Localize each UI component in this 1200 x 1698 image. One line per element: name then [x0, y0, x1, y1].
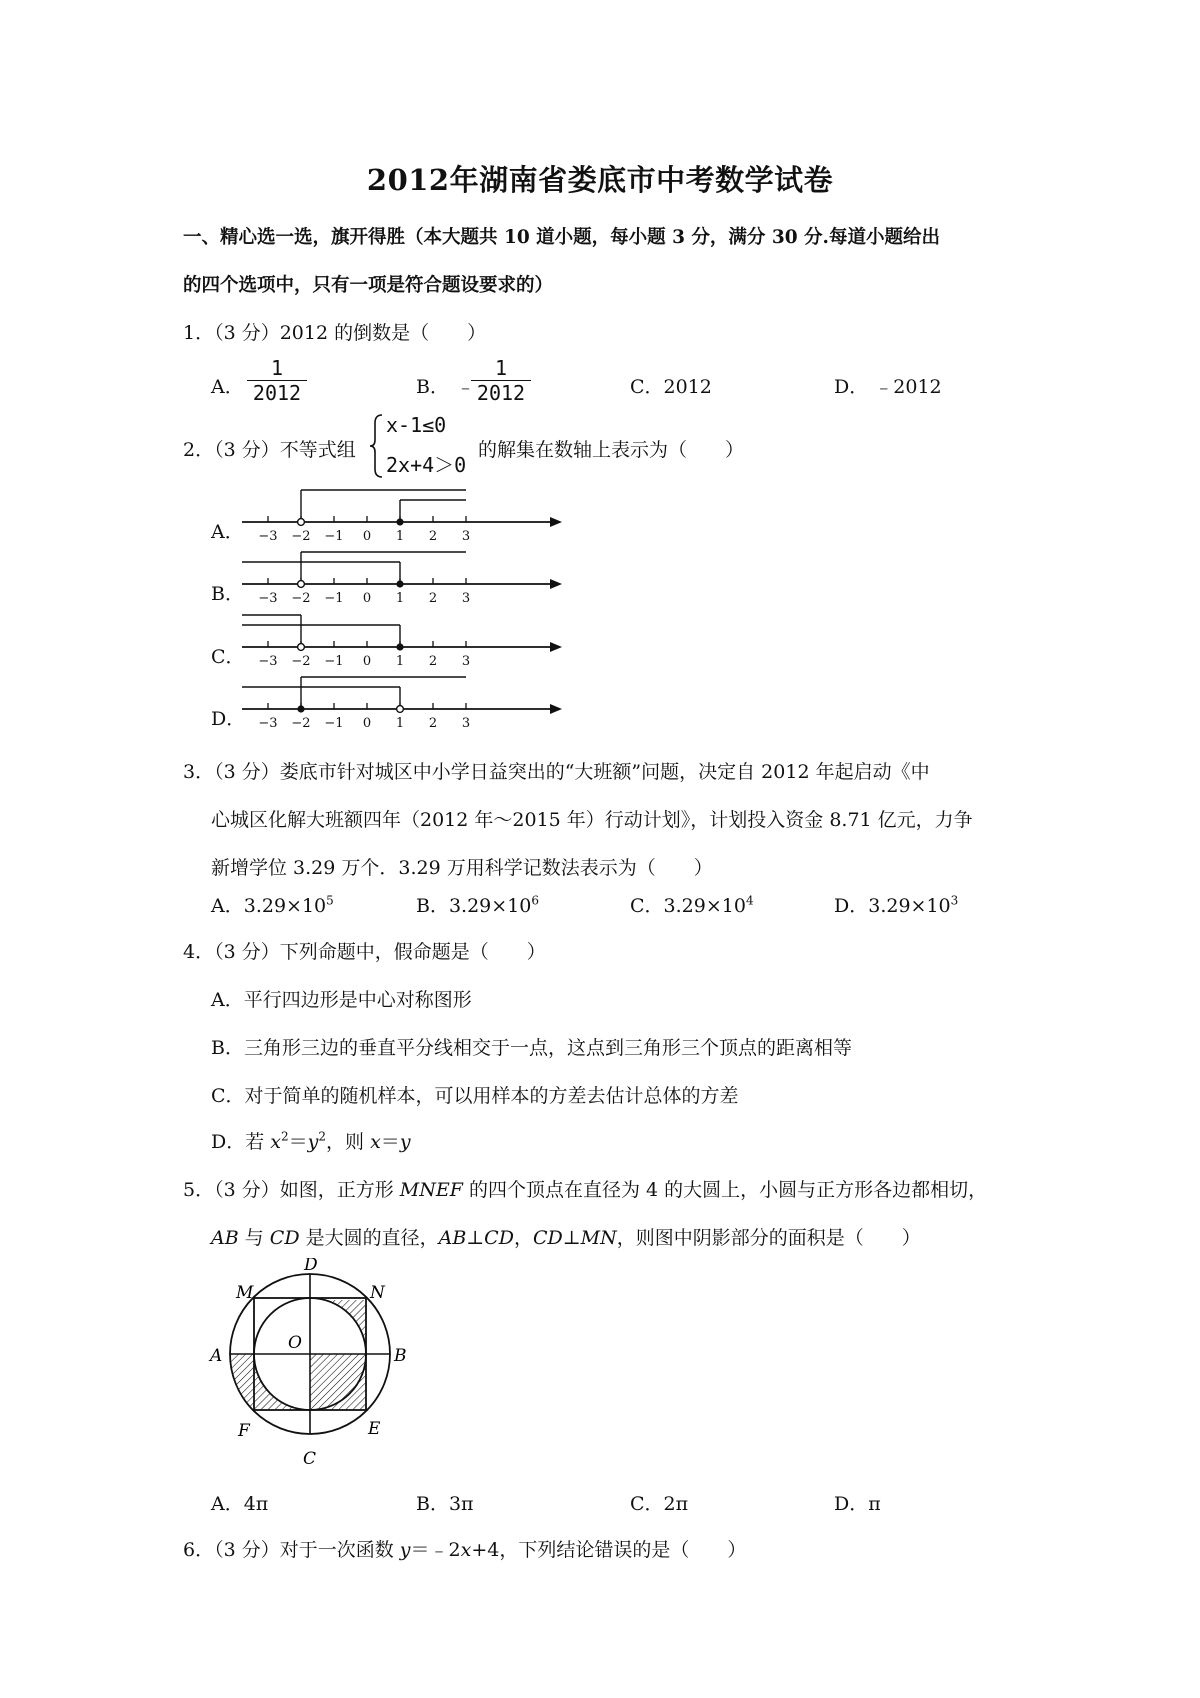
tick-label: 2 — [428, 654, 438, 667]
open-endpoint — [298, 581, 305, 588]
number-line-c — [240, 603, 570, 667]
tick-label: −3 — [258, 654, 278, 667]
q1-option-a-fraction — [247, 357, 307, 404]
system-brace — [368, 413, 384, 479]
tick-label: −3 — [258, 716, 278, 729]
tick-label: −2 — [291, 716, 311, 729]
q3-option-b: B．$3.29\times 10^6$ — [416, 893, 540, 917]
q2-inequality-1: x-1≤0 — [386, 413, 447, 437]
tick-label: 0 — [362, 654, 372, 667]
q2-stem-suffix: 的解集在数轴上表示为（ ） — [478, 439, 745, 461]
tick-label: −2 — [291, 591, 311, 604]
tick-label: −1 — [324, 529, 344, 542]
tick-label: 3 — [461, 591, 471, 604]
open-endpoint — [298, 644, 305, 651]
tick-label: 2 — [428, 529, 438, 542]
q1-option-a-label: A． — [211, 376, 244, 398]
tick-label: −1 — [324, 591, 344, 604]
q4-option-b: B．三角形三边的垂直平分线相交于一点，这点到三角形三个顶点的距离相等 — [211, 1037, 852, 1059]
number-line-d — [240, 665, 570, 729]
number-line-arrow — [550, 704, 562, 714]
fraction-numerator: 1 — [270, 356, 284, 380]
closed-endpoint — [396, 580, 403, 587]
q2-option-c-label: C． — [211, 646, 245, 668]
open-endpoint — [397, 706, 404, 713]
q4-stem: 4．（3 分）下列命题中，假命题是（ ） — [183, 941, 546, 963]
q2-stem-prefix: 2．（3 分）不等式组 — [183, 439, 356, 461]
label-b: B — [394, 1346, 407, 1366]
section-header-line1: 一、精心选一选，旗开得胜（本大题共 10 道小题，每小题 3 分，满分 30 分.每道小题给出 — [183, 227, 940, 248]
label-e: E — [368, 1419, 381, 1439]
circle-square-figure — [200, 1258, 420, 1473]
q1-option-c: C．2012 — [630, 376, 712, 398]
q3-option-c: C．$3.29\times 10^4$ — [630, 893, 754, 917]
tick-label: −3 — [258, 591, 278, 604]
q1-option-b-sign: ﹣ — [456, 376, 476, 398]
q4-option-a: A．平行四边形是中心对称图形 — [211, 989, 472, 1011]
tick-label: 3 — [461, 716, 471, 729]
tick-label: −2 — [291, 529, 311, 542]
q5-option-a: A．4π — [211, 1493, 269, 1515]
q3-line3: 新增学位 3.29 万个．3.29 万用科学记数法表示为（ ） — [211, 857, 713, 879]
q2-option-a-label: A． — [211, 521, 244, 543]
q6-stem: 6．（3 分）对于一次函数 y＝﹣2x+4，下列结论错误的是（ ） — [183, 1539, 747, 1561]
q3-option-a: A．$3.29\times 10^5$ — [211, 893, 334, 917]
label-o: O — [288, 1333, 302, 1353]
q1-option-d: D． ﹣2012 — [834, 376, 942, 398]
q4-option-d: D．若 $x^2=y^2$，则 x＝y — [211, 1129, 411, 1153]
tick-label: 1 — [395, 654, 405, 667]
number-line-arrow — [550, 642, 562, 652]
fraction-numerator: 1 — [494, 356, 508, 380]
tick-label: 2 — [428, 716, 438, 729]
q5-option-c: C．2π — [630, 1493, 689, 1515]
tick-label: 3 — [461, 654, 471, 667]
q5-line1: 5．（3 分）如图，正方形 MNEF 的四个顶点在直径为 4 的大圆上，小圆与正方形各边都相切， — [183, 1179, 988, 1201]
q1-stem: 1．（3 分）2012 的倒数是（ ） — [183, 322, 487, 344]
tick-label: 1 — [395, 716, 405, 729]
page-title: 2012年湖南省娄底市中考数学试卷 — [366, 163, 834, 197]
number-line-arrow — [550, 517, 562, 527]
tick-label: 1 — [395, 591, 405, 604]
q1-option-b-label: B． — [416, 376, 449, 398]
fraction-denominator: 2012 — [476, 381, 526, 405]
label-a: A — [210, 1346, 223, 1366]
number-line-arrow — [550, 579, 562, 589]
q3-option-d: D．$3.29\times 10^3$ — [834, 893, 959, 917]
closed-endpoint — [297, 705, 304, 712]
tick-label: 1 — [395, 529, 405, 542]
section-header-line2: 的四个选项中，只有一项是符合题设要求的） — [183, 275, 554, 296]
q4-option-c: C．对于简单的随机样本，可以用样本的方差去估计总体的方差 — [211, 1085, 739, 1107]
label-f: F — [238, 1421, 250, 1441]
label-m: M — [236, 1283, 254, 1303]
open-endpoint — [298, 519, 305, 526]
fraction-denominator: 2012 — [252, 381, 302, 405]
label-n: N — [370, 1283, 385, 1303]
label-c: C — [303, 1449, 317, 1469]
tick-label: 2 — [428, 591, 438, 604]
q2-option-b-label: B． — [211, 583, 244, 605]
tick-label: −2 — [291, 654, 311, 667]
q2-option-d-label: D． — [211, 708, 246, 730]
q2-inequality-2: 2x+4＞0 — [386, 453, 467, 477]
number-line-b — [240, 540, 570, 604]
label-d: D — [304, 1258, 318, 1275]
tick-label: −3 — [258, 529, 278, 542]
tick-label: −1 — [324, 716, 344, 729]
tick-label: 0 — [362, 716, 372, 729]
tick-label: 0 — [362, 591, 372, 604]
q5-line2: AB 与 CD 是大圆的直径，AB⊥CD，CD⊥MN，则图中阴影部分的面积是（ ） — [211, 1227, 921, 1249]
q1-option-b-fraction — [471, 357, 531, 404]
number-line-a — [240, 478, 570, 542]
tick-label: 3 — [461, 529, 471, 542]
q5-option-b: B．3π — [416, 1493, 474, 1515]
tick-label: 0 — [362, 529, 372, 542]
closed-endpoint — [396, 518, 403, 525]
tick-label: −1 — [324, 654, 344, 667]
closed-endpoint — [396, 643, 403, 650]
q3-line1: 3．（3 分）娄底市针对城区中小学日益突出的“大班额”问题，决定自 2012 年起启动《中 — [183, 761, 930, 783]
q3-line2: 心城区化解大班额四年（2012 年～2015 年）行动计划》，计划投入资金 8.71 亿元，力争 — [211, 809, 973, 831]
q5-option-d: D．π — [834, 1493, 881, 1515]
